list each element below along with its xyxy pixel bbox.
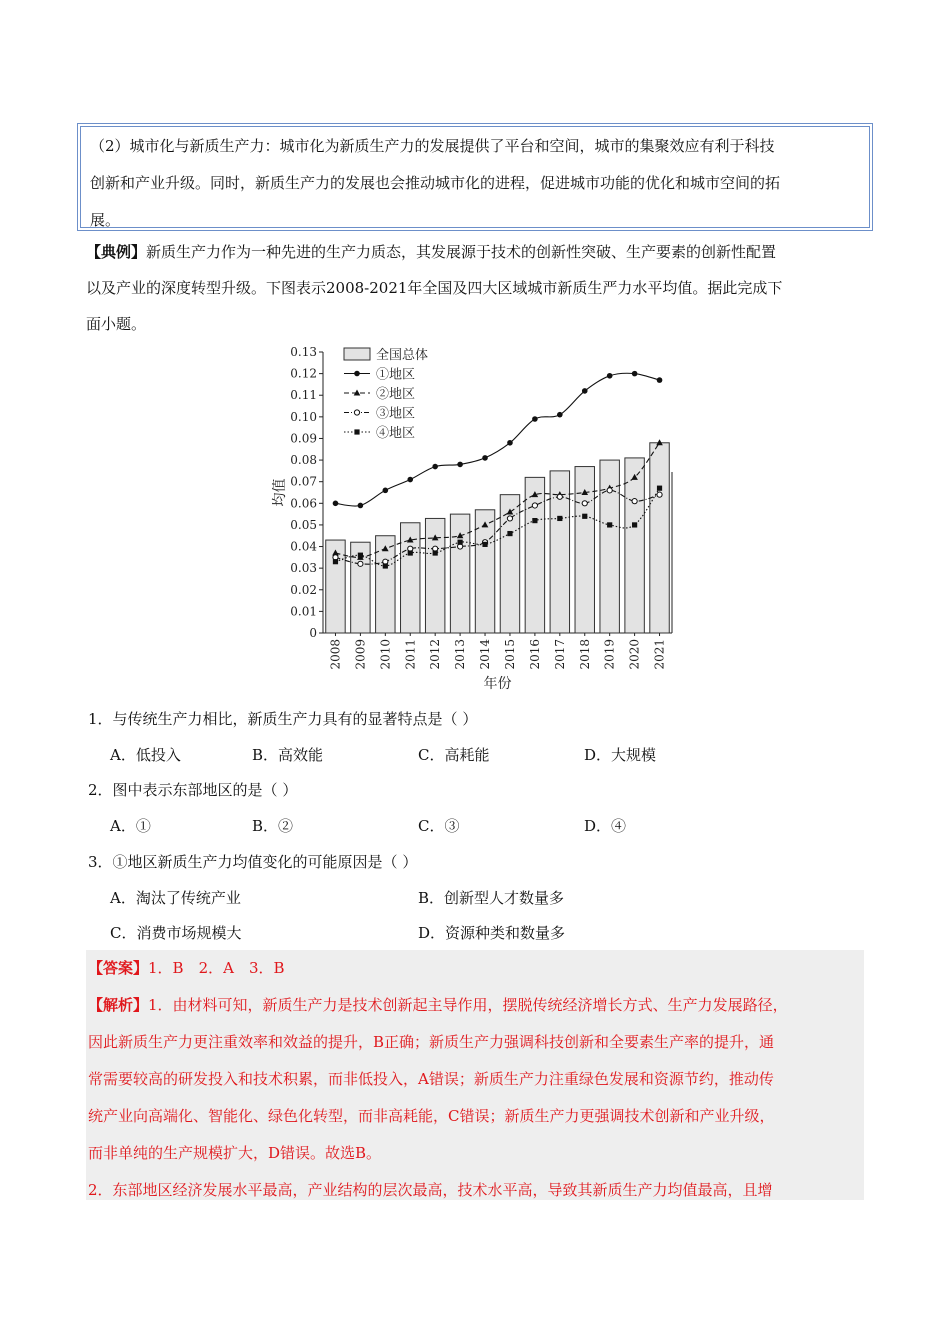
analysis-text: 1．由材料可知，新质生产力是技术创新起主导作用，摆脱传统经济增长方式、生产力发展路径， <box>148 996 788 1014</box>
question-3: 3．①地区新质生产力均值变化的可能原因是（ ） <box>88 853 418 871</box>
y-tick-label: 0.07 <box>290 474 317 489</box>
y-tick-label: 0.02 <box>290 582 317 597</box>
q1-option-d[interactable]: D．大规模 <box>584 746 657 764</box>
data-point-region-1 <box>507 440 513 446</box>
data-point-region-4 <box>408 550 413 555</box>
data-point-region-1 <box>657 377 663 383</box>
example-text: 新质生产力作为一种先进的生产力质态，其发展源于技术的创新性突破、生产要素的创新性配置 <box>146 243 777 261</box>
legend-label: ③地区 <box>376 406 416 422</box>
line-bar-chart <box>262 336 692 698</box>
data-point-region-4 <box>482 542 487 547</box>
q1-option-a[interactable]: A．低投入 <box>110 746 181 764</box>
y-tick-label: 0.12 <box>290 366 317 381</box>
q3-option-c[interactable]: C．消费市场规模大 <box>110 924 242 942</box>
y-tick-label: 0.13 <box>290 345 317 359</box>
data-point-region-4 <box>557 516 562 521</box>
data-point-region-4 <box>607 522 612 527</box>
data-point-region-4 <box>582 514 587 519</box>
data-point-region-1 <box>582 388 588 394</box>
data-point-region-1 <box>333 501 339 507</box>
example-line-2: 以及产业的深度转型升级。下图表示2008-2021年全国及四大区域城市新质生严力水平均值。据此完成下 <box>86 279 783 297</box>
analysis-line: 统产业向高端化、智能化、绿色化转型，而非高耗能，C错误；新质生产力更强调技术创新和产业升级， <box>88 1107 775 1125</box>
x-tick-label: 2011 <box>403 639 418 670</box>
answer-section <box>86 950 864 1200</box>
answer-tag: 【答案】 <box>88 959 149 977</box>
legend-marker <box>354 429 359 434</box>
data-point-region-1 <box>457 462 463 468</box>
analysis-line: 2．东部地区经济发展水平最高，产业结构的层次最高，技术水平高，导致其新质生产力均值最高，且增 <box>88 1181 773 1199</box>
data-point-region-3 <box>557 494 562 499</box>
q3-option-b[interactable]: B．创新型人才数量多 <box>418 889 565 907</box>
analysis-line: 常需要较高的研发投入和技术积累，而非低投入，A错误；新质生产力注重绿色发展和资源节约，推动传 <box>88 1070 774 1088</box>
data-point-region-1 <box>482 455 488 461</box>
data-point-region-1 <box>383 488 389 494</box>
data-point-region-1 <box>557 412 563 418</box>
question-2: 2．图中表示东部地区的是（ ） <box>88 781 298 799</box>
legend-label: 全国总体 <box>376 348 429 363</box>
knowledge-box <box>77 123 873 231</box>
question-1: 1．与传统生产力相比，新质生产力具有的显著特点是（ ） <box>88 710 478 728</box>
data-point-region-4 <box>632 522 637 527</box>
x-axis-label: 年份 <box>483 676 512 692</box>
data-point-region-3 <box>607 488 612 493</box>
data-point-region-1 <box>432 464 438 470</box>
legend-marker <box>354 410 359 415</box>
legend-swatch-national <box>344 348 370 360</box>
x-tick-label: 2020 <box>627 639 642 670</box>
q3-option-d[interactable]: D．资源种类和数量多 <box>418 924 566 942</box>
x-tick-label: 2014 <box>478 639 493 670</box>
x-tick-label: 2017 <box>552 639 567 670</box>
legend-label: ②地区 <box>376 387 416 402</box>
y-tick-label: 0.04 <box>290 539 317 554</box>
x-tick-label: 2019 <box>602 639 617 670</box>
x-tick-label: 2018 <box>577 639 592 670</box>
x-tick-label: 2016 <box>527 639 542 670</box>
data-point-region-4 <box>657 486 662 491</box>
q3-option-a[interactable]: A．淘汰了传统产业 <box>110 889 241 907</box>
q2-option-d[interactable]: D．④ <box>584 817 627 835</box>
legend-label: ①地区 <box>376 367 416 383</box>
y-tick-label: 0.11 <box>290 388 317 403</box>
analysis-line: 而非单纯的生产规模扩大，D错误。故选B。 <box>88 1144 382 1162</box>
x-tick-label: 2021 <box>652 639 667 670</box>
data-point-region-1 <box>407 477 413 483</box>
q2-option-a[interactable]: A．① <box>110 817 151 835</box>
legend-label: ④地区 <box>376 426 416 441</box>
y-tick-label: 0.10 <box>290 409 317 424</box>
data-point-region-4 <box>532 518 537 523</box>
data-point-region-4 <box>383 563 388 568</box>
box-line: 创新和产业升级。同时，新质生产力的发展也会推动城市化的进程，促进城市功能的优化和城市空间的拓 <box>90 174 781 192</box>
q2-option-c[interactable]: C．③ <box>418 817 460 835</box>
y-tick-label: 0.05 <box>290 517 317 532</box>
data-point-region-3 <box>532 503 537 508</box>
y-tick-label: 0.06 <box>290 496 317 511</box>
y-tick-label: 0.08 <box>290 453 317 468</box>
analysis-tag: 【解析】 <box>88 996 149 1014</box>
y-tick-label: 0.03 <box>290 561 317 576</box>
data-point-region-4 <box>433 550 438 555</box>
data-point-region-2 <box>656 439 663 445</box>
x-tick-label: 2009 <box>353 639 368 670</box>
data-point-region-4 <box>507 531 512 536</box>
box-line: （2）城市化与新质生产力：城市化为新质生产力的发展提供了平台和空间，城市的集聚效应有利于科技 <box>90 137 775 155</box>
bar-national <box>450 514 469 633</box>
y-tick-label: 0.09 <box>290 431 317 446</box>
data-point-region-4 <box>458 540 463 545</box>
legend-marker <box>354 371 360 377</box>
answer-line <box>88 950 864 987</box>
data-point-region-3 <box>632 499 637 504</box>
data-point-region-4 <box>358 553 363 558</box>
example-paragraph <box>86 234 866 342</box>
data-point-region-1 <box>607 373 613 379</box>
data-point-region-3 <box>358 561 363 566</box>
example-line-3: 面小题。 <box>86 315 147 333</box>
example-line-1 <box>86 234 866 270</box>
data-point-region-1 <box>358 503 364 509</box>
data-point-region-3 <box>507 516 512 521</box>
y-axis-label: 均值 <box>272 478 288 507</box>
data-point-region-3 <box>582 501 587 506</box>
x-tick-label: 2015 <box>502 639 517 670</box>
data-point-region-1 <box>632 371 638 377</box>
q1-option-b[interactable]: B．高效能 <box>252 746 324 764</box>
q2-option-b[interactable]: B．② <box>252 817 294 835</box>
data-point-region-1 <box>532 416 538 422</box>
y-tick-label: 0.01 <box>290 604 317 619</box>
bar-national <box>650 443 669 633</box>
bar-national <box>625 458 644 633</box>
analysis-line: 因此新质生产力更注重效率和效益的提升，B正确；新质生产力强调科技创新和全要素生产率的提升，通 <box>88 1033 775 1051</box>
x-tick-label: 2013 <box>453 639 468 670</box>
q1-option-c[interactable]: C．高耗能 <box>418 746 490 764</box>
y-tick-label: 0 <box>309 626 317 640</box>
analysis-line <box>88 987 864 1024</box>
data-point-region-4 <box>333 559 338 564</box>
x-tick-label: 2010 <box>378 639 393 670</box>
x-tick-label: 2012 <box>428 639 443 670</box>
bar-national <box>525 477 544 633</box>
x-tick-label: 2008 <box>328 639 343 670</box>
box-line: 展。 <box>90 211 121 229</box>
answer-text: 1．B 2．A 3．B <box>148 959 285 977</box>
data-point-region-3 <box>657 492 662 497</box>
example-tag: 【典例】 <box>86 243 147 261</box>
